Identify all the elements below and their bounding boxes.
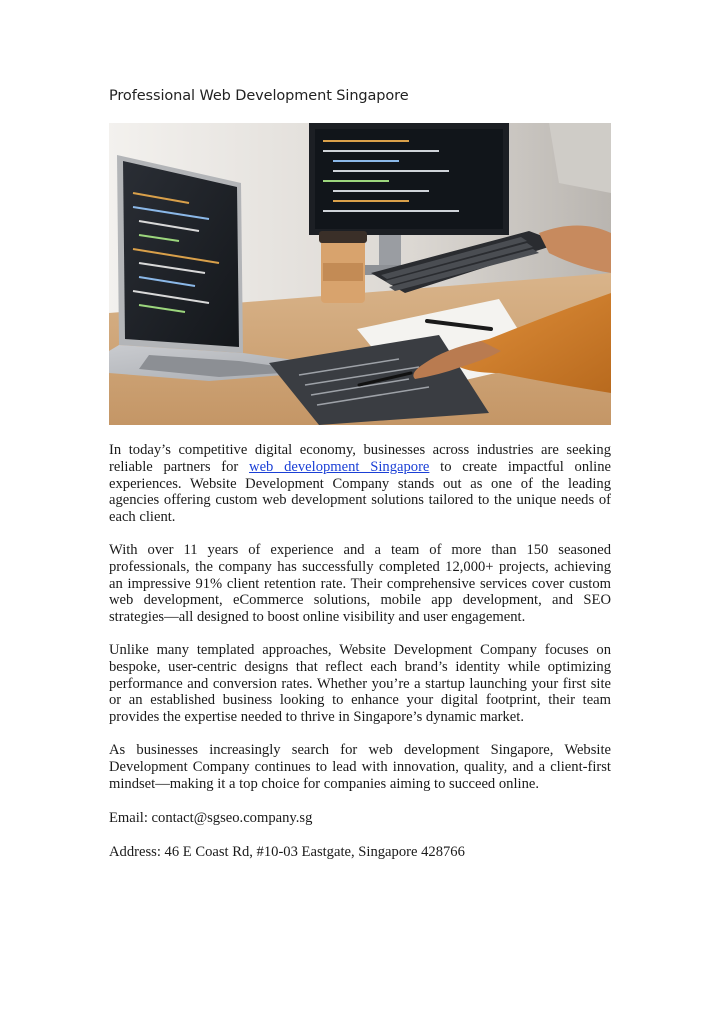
web-development-singapore-link[interactable]: web development Singapore	[249, 458, 430, 475]
email-line: Email: contact@sgseo.company.sg	[109, 810, 313, 826]
paragraph-intro-text-before: In today’s competitive digital economy, businesses across industries are seeking reliable partners for	[109, 442, 611, 475]
page-title: Professional Web Development Singapore	[109, 88, 409, 104]
hero-photo-workspace	[109, 123, 611, 425]
paragraph-intro	[109, 442, 611, 526]
paragraph-intro-text-after: to create impactful online experiences. Website Development Company stands out as one of the leading agencies offering custom web development solutions tailored to the unique needs of each client.	[109, 458, 611, 526]
paragraph-closing: As businesses increasingly search for web development Singapore, Website Development Company continues to lead with innovation, quality, and a client-first mindset—making it a top choice for companies aiming to succeed online.	[109, 742, 611, 792]
paragraph-approach: Unlike many templated approaches, Website Development Company focuses on bespoke, user-centric designs that reflect each brand’s identity while optimizing performance and conversion rates. Whether you’re a startup launching your first site or an established business looking to enhance your digital footprint, their team provides the expertise needed to thrive in Singapore’s dynamic market.	[109, 642, 611, 726]
paragraph-experience: With over 11 years of experience and a team of more than 150 seasoned professionals, the company has successfully completed 12,000+ projects, achieving an impressive 91% client retention rate. Their comprehensive services cover custom web development, eCommerce solutions, mobile app development, and SEO strategies—all designed to boost online visibility and user engagement.	[109, 542, 611, 626]
address-line: Address: 46 E Coast Rd, #10-03 Eastgate, Singapore 428766	[109, 844, 465, 860]
